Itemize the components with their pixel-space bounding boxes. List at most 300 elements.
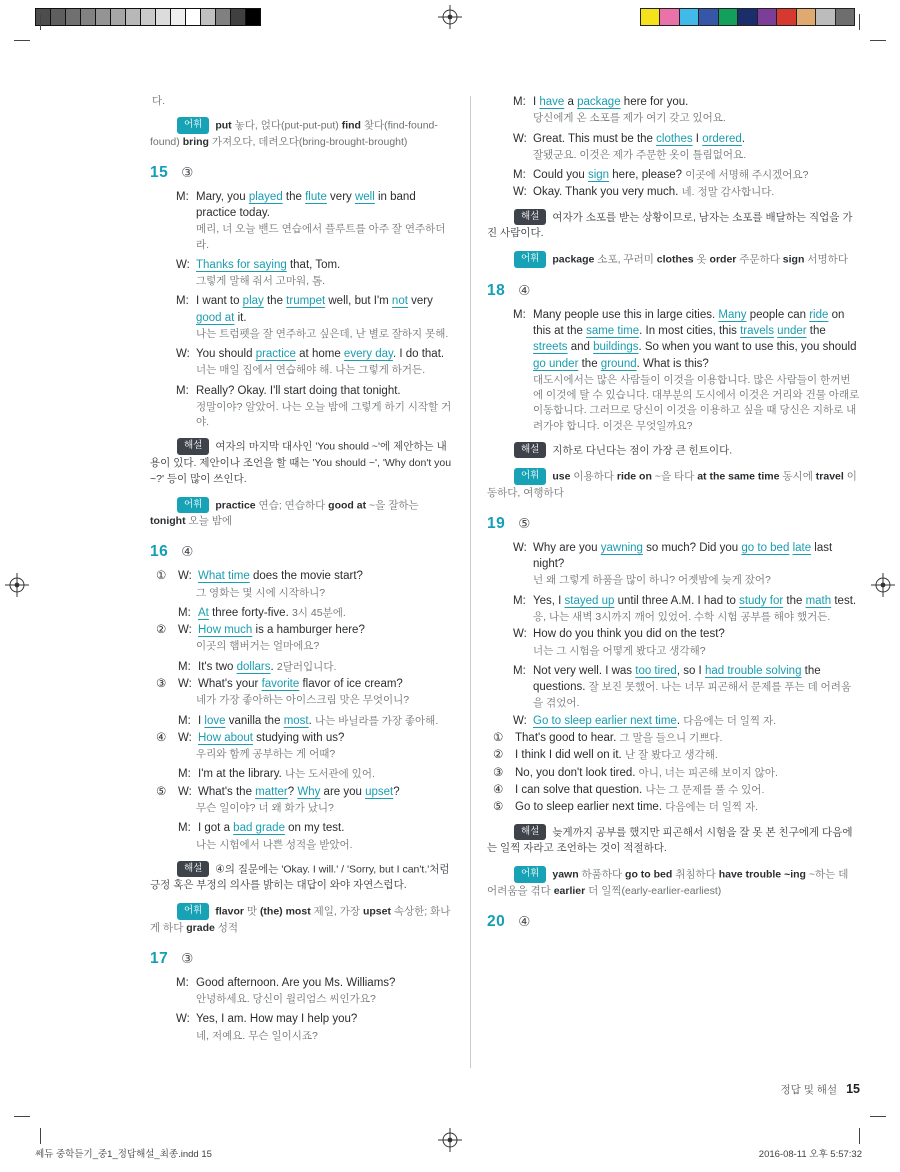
- dialogue-line: [176, 383, 456, 399]
- translation-line: 정말이야? 알았어. 나는 오늘 밤에 그렇게 하기 시작할 거야.: [196, 401, 452, 429]
- line-text: [198, 820, 456, 836]
- dialogue-line: [513, 626, 860, 642]
- text-run: I want to: [196, 295, 243, 308]
- translation-line: 나는 트럼펫을 잘 연주하고 싶은데, 난 별로 잘하지 못해.: [196, 327, 449, 340]
- crop-mark: [870, 1116, 886, 1117]
- speaker-label: M:: [178, 822, 191, 835]
- translation-line: 당신에게 온 소포를 제가 여기 갖고 있어요.: [533, 112, 726, 125]
- color-step: [737, 8, 757, 26]
- column-divider: [470, 96, 471, 1068]
- color-step: [698, 8, 718, 26]
- speaker-label: M:: [176, 384, 189, 397]
- text-run: I: [198, 714, 205, 727]
- speaker-label: M:: [513, 169, 526, 182]
- text-run: I'm at the library.: [198, 768, 285, 781]
- line-text: [515, 730, 860, 746]
- text-run: , so I: [676, 664, 705, 677]
- explanation-label: 해설: [514, 209, 546, 226]
- choice-marker: ②: [156, 624, 167, 637]
- vocabulary-label: 어휘: [177, 117, 209, 134]
- explanation-box: [487, 209, 860, 242]
- dialogue-line: [176, 1011, 456, 1027]
- vocab-term: yawn: [552, 868, 579, 881]
- underlined-keyword: yawning: [600, 541, 643, 554]
- underlined-keyword: not: [391, 295, 408, 308]
- question-number: 18: [487, 281, 506, 299]
- text-run: ~하는 데 어려움을 겪다: [487, 868, 849, 897]
- text-run: until three A.M. I had to: [614, 594, 740, 607]
- translation-line: 그 영화는 몇 시에 시작하니?: [196, 586, 326, 599]
- text-run: that, Tom.: [286, 258, 341, 271]
- underlined-keyword: buildings: [593, 341, 639, 354]
- explanation-label: 해설: [514, 824, 546, 841]
- translation-line: 메리, 너 오늘 밴드 연습에서 플루트를 아주 잘 연주하더라.: [196, 223, 446, 251]
- speaker-label: W:: [513, 628, 527, 641]
- line-text: [198, 730, 456, 746]
- dialogue-line: [156, 659, 456, 675]
- explanation-box: [150, 861, 456, 894]
- vocab-term: find: [341, 119, 361, 132]
- line-text: [196, 257, 456, 273]
- text-run: 제일, 가장: [310, 905, 363, 918]
- underlined-keyword: ordered: [702, 132, 742, 145]
- text-run: .: [270, 660, 277, 673]
- text-run: 가져오다, 데려오다(bring-brought-brought): [208, 135, 408, 148]
- underlined-keyword: play: [242, 295, 264, 308]
- inline-translation: 다음에는 더 일찍 자.: [683, 714, 777, 727]
- underlined-keyword: bad grade: [233, 822, 285, 835]
- text-run: That's good to hear.: [515, 732, 620, 745]
- line-text: [196, 189, 456, 222]
- line-text: [196, 1011, 456, 1027]
- text-run: is a hamburger here?: [252, 624, 365, 637]
- question-number: 19: [487, 514, 506, 532]
- underlined-keyword: matter: [255, 785, 288, 798]
- choice-marker: ①: [493, 732, 504, 745]
- vocab-term: package: [552, 253, 595, 266]
- vocab-term: have trouble ~ing: [718, 868, 806, 881]
- color-step: [659, 8, 679, 26]
- vocabulary-label: 어휘: [177, 903, 209, 920]
- explanation-text: ④의 질문에는 'Okay. I will.' / 'Sorry, but I can't.'처럼 긍정 혹은 부정의 의사를 밝히는 대답이 와야 자연스럽다.: [150, 863, 450, 892]
- speaker-label: M:: [176, 190, 189, 203]
- inline-translation: 응, 나는 새벽 3시까지 깨어 있었어. 수학 시험 공부를 해야 했거든.: [533, 610, 831, 623]
- underlined-keyword: sign: [587, 169, 610, 182]
- inline-translation: 난 잘 봤다고 생각해.: [624, 749, 718, 762]
- line-text: [198, 676, 456, 692]
- left-column: [150, 94, 456, 1048]
- line-text: [198, 605, 456, 621]
- underlined-keyword: well: [354, 190, 375, 203]
- vocabulary-box: [487, 866, 860, 899]
- text-run: How do you think you did on the test?: [533, 628, 725, 641]
- document-file-info: 쎄듀 중학듣기_중1_정답해설_최종.indd 15: [35, 1149, 212, 1160]
- question-header: [487, 913, 860, 931]
- correct-answer: ③: [181, 950, 194, 966]
- grayscale-step: [156, 9, 171, 25]
- underlined-keyword: Why: [297, 785, 321, 798]
- dialogue-line: [513, 593, 860, 626]
- answer-choice-line: [493, 799, 860, 815]
- text-run: ?: [393, 785, 400, 798]
- text-run: very: [326, 190, 355, 203]
- line-text: [198, 713, 456, 729]
- dialogue-line: [513, 307, 860, 372]
- text-run: .: [676, 714, 684, 727]
- text-run: on my test.: [284, 822, 345, 835]
- text-run: 이동하다, 여행하다: [487, 470, 857, 499]
- text-run: 소포, 꾸러미: [594, 253, 657, 266]
- dialogue-line: [176, 346, 456, 362]
- choice-marker: ②: [493, 749, 504, 762]
- correct-answer: ④: [518, 282, 531, 298]
- crop-mark: [870, 40, 886, 41]
- text-run: No, you don't look tired.: [515, 766, 639, 779]
- dialogue-line: [156, 605, 456, 621]
- text-run: 속상한; 화나게 하다: [150, 905, 451, 934]
- color-step: [815, 8, 835, 26]
- color-step: [835, 8, 855, 26]
- text-run: 이용하다: [570, 470, 617, 483]
- dialogue-line: [176, 975, 456, 991]
- question-number: 20: [487, 912, 506, 930]
- translation-line: 넌 왜 그렇게 하품을 많이 하니? 어젯밤에 늦게 잤어?: [533, 574, 771, 587]
- underlined-keyword: flute: [305, 190, 327, 203]
- inline-translation: 나는 도서관에 있어.: [284, 768, 375, 781]
- explanation-label: 해설: [514, 442, 546, 459]
- grayscale-step: [66, 9, 81, 25]
- page-footer: [640, 1082, 860, 1097]
- translation-line: 네가 가장 좋아하는 아이스크림 맛은 무엇이니?: [196, 694, 410, 707]
- page-footer-label: 정답 및 해설: [780, 1084, 838, 1096]
- underlined-keyword: What time: [198, 570, 250, 583]
- text-run: so much? Did you: [642, 541, 742, 554]
- registration-mark-icon: [438, 5, 462, 29]
- dialogue-line: [513, 167, 860, 183]
- crop-mark: [14, 1116, 30, 1117]
- explanation-text: 늦게까지 공부를 했지만 피곤해서 시험을 잘 못 본 친구에게 다음에는 일찍 자라고 조언하는 것이 적절하다.: [487, 826, 853, 855]
- continued-text: 다.: [152, 95, 166, 107]
- color-calibration-bar: [641, 8, 855, 26]
- underlined-keyword: math: [805, 594, 832, 607]
- line-text: [533, 540, 860, 573]
- underlined-keyword: clothes: [656, 132, 693, 145]
- text-run: I: [692, 132, 703, 145]
- choice-marker: [156, 766, 178, 782]
- vocabulary-label: 어휘: [514, 468, 546, 485]
- underlined-keyword: How about: [198, 731, 253, 744]
- choice-marker: ④: [156, 731, 167, 744]
- grayscale-step: [171, 9, 186, 25]
- vocabulary-label: 어휘: [514, 866, 546, 883]
- grayscale-step: [231, 9, 246, 25]
- underlined-keyword: streets: [533, 341, 568, 354]
- translation-line: 대도시에서는 많은 사람들이 이것을 이용합니다. 많은 사람들이 한꺼번에 이것에 탈 수 있습니다. 대부분의 도시에서 이것은 거리와 건물 아래로 이동합니다. 그러므로 당신이 이것을 이용하고 싶을 때 당신은 지하로 내려가야 합니다. 이것은 무엇일까요?: [533, 373, 860, 432]
- line-text: [533, 184, 860, 200]
- translation-line: 잘됐군요. 이것은 제가 주문한 옷이 틀림없어요.: [533, 148, 747, 161]
- correct-answer: ⑤: [518, 515, 531, 531]
- text-run: the: [282, 190, 306, 203]
- inline-translation: 이곳에 서명해 주시겠어요?: [685, 169, 809, 182]
- text-run: Good afternoon. Are you Ms. Williams?: [196, 976, 396, 989]
- explanation-text: 여자의 마지막 대사인 'You should ~'에 제안하는 내용이 있다. 제안이나 조언을 할 때는 'You should ~', 'Why don't you ~?' 등이 많이 쓰인다.: [150, 440, 452, 485]
- line-text: [198, 568, 456, 584]
- line-text: [533, 626, 860, 642]
- explanation-label: 해설: [177, 861, 209, 878]
- color-step: [679, 8, 699, 26]
- dialogue-line: [156, 820, 456, 836]
- choice-marker: ①: [156, 570, 167, 583]
- translation-line: 그렇게 말해 줘서 고마워, 톰.: [196, 275, 326, 288]
- speaker-label: M:: [176, 976, 189, 989]
- text-run: I got a: [198, 822, 234, 835]
- text-run: 주문하다: [736, 253, 783, 266]
- inline-translation: 다음에는 더 일찍 자.: [665, 801, 759, 814]
- choice-marker: ③: [493, 766, 504, 779]
- underlined-keyword: Many: [718, 308, 747, 321]
- underlined-keyword: go to bed: [741, 541, 790, 554]
- line-text: [533, 131, 860, 147]
- inline-translation: 네. 정말 감사합니다.: [681, 186, 775, 199]
- text-run: Could you: [533, 169, 588, 182]
- text-run: I can solve that question.: [515, 784, 646, 797]
- speaker-label: W:: [513, 714, 527, 727]
- dialogue-line: [176, 257, 456, 273]
- text-run: 성적: [214, 921, 239, 934]
- registration-mark-icon: [5, 573, 29, 597]
- inline-translation: 나는 그 문제를 풀 수 있어.: [645, 784, 765, 797]
- line-text: [533, 663, 860, 712]
- text-run: last night?: [533, 541, 833, 570]
- speaker-label: M:: [176, 295, 189, 308]
- text-run: the questions.: [533, 664, 821, 694]
- underlined-keyword: study for: [739, 594, 784, 607]
- speaker-label: W:: [178, 570, 192, 583]
- dialogue-line: [156, 784, 456, 800]
- vocab-term: put: [215, 119, 232, 132]
- explanation-label: 해설: [177, 438, 209, 455]
- speaker-label: M:: [513, 594, 526, 607]
- translation-line: 안녕하세요. 당신이 윌리엄스 씨인가요?: [196, 992, 376, 1005]
- color-step: [796, 8, 816, 26]
- underlined-keyword: have: [539, 96, 565, 108]
- vocab-term: practice: [215, 499, 256, 512]
- grayscale-step: [81, 9, 96, 25]
- text-run: I think I did well on it.: [515, 749, 625, 762]
- line-text: [533, 94, 860, 110]
- underlined-keyword: under: [777, 324, 807, 337]
- text-run: it.: [234, 311, 247, 324]
- dialogue-line: [156, 766, 456, 782]
- text-run: vanilla the: [225, 714, 284, 727]
- line-text: [196, 346, 456, 362]
- vocab-term: use: [552, 470, 571, 483]
- underlined-keyword: How much: [198, 624, 253, 637]
- underlined-keyword: favorite: [261, 677, 300, 690]
- correct-answer: ④: [518, 913, 531, 929]
- underlined-keyword: ground: [600, 357, 637, 370]
- text-run: does the movie start?: [249, 570, 363, 583]
- speaker-label: W:: [513, 541, 527, 554]
- dialogue-line: [176, 189, 456, 222]
- question-header: [150, 950, 456, 968]
- inline-translation: 그 말을 들으니 기쁘다.: [619, 732, 723, 745]
- underlined-keyword: travels: [740, 324, 774, 337]
- print-timestamp: 2016-08-11 오후 5:57:32: [758, 1149, 862, 1160]
- line-text: [515, 747, 860, 763]
- text-run: well, but I'm: [325, 295, 392, 308]
- dialogue-line: [513, 713, 860, 729]
- underlined-keyword: every day: [343, 348, 393, 361]
- text-run: the: [263, 295, 287, 308]
- vocabulary-box: [150, 903, 456, 936]
- line-text: [533, 713, 860, 729]
- text-run: flavor of ice cream?: [299, 677, 403, 690]
- vocab-term: (the) most: [259, 905, 311, 918]
- vocab-term: grade: [186, 921, 215, 934]
- text-run: at home: [295, 348, 344, 361]
- text-run: .: [741, 132, 746, 145]
- line-text: [198, 659, 456, 675]
- speaker-label: M:: [513, 308, 526, 321]
- translation-line: 무슨 일이야? 너 왜 화가 났니?: [196, 802, 334, 815]
- vocab-term: tonight: [150, 515, 186, 528]
- right-column: [487, 94, 860, 938]
- vocab-term: sign: [782, 253, 805, 266]
- translation-line: 너는 그 시험을 어떻게 봤다고 생각해?: [533, 644, 706, 657]
- text-run: Yes, I: [533, 594, 565, 607]
- vocab-term: bring: [182, 135, 209, 148]
- vocabulary-label: 어휘: [514, 251, 546, 268]
- text-run: 옷: [693, 253, 710, 266]
- vocabulary-box: [150, 497, 456, 530]
- underlined-keyword: ride: [809, 308, 829, 321]
- line-text: [198, 622, 456, 638]
- underlined-keyword: go under: [533, 357, 579, 370]
- line-text: [533, 167, 860, 183]
- choice-marker: [156, 605, 178, 621]
- underlined-keyword: Go to sleep earlier next time: [533, 714, 677, 727]
- text-run: the: [783, 594, 806, 607]
- text-run: three forty-five.: [208, 606, 292, 619]
- choice-marker: ④: [493, 784, 504, 797]
- text-run: Great. This must be the: [533, 132, 657, 145]
- text-run: and: [567, 341, 594, 354]
- line-text: [196, 975, 456, 991]
- line-text: [198, 784, 456, 800]
- speaker-label: W:: [176, 1013, 190, 1026]
- text-run: very: [407, 295, 433, 308]
- page-number: 15: [846, 1082, 860, 1096]
- vocabulary-box: [150, 117, 456, 150]
- speaker-label: M:: [178, 768, 191, 781]
- question-header: [487, 515, 860, 533]
- crop-mark: [40, 1128, 41, 1144]
- underlined-keyword: love: [204, 714, 226, 727]
- text-run: It's two: [198, 660, 237, 673]
- text-run: 하품하다: [578, 868, 626, 881]
- speaker-label: W:: [176, 258, 190, 271]
- inline-translation: 3시 45분에.: [291, 606, 346, 619]
- underlined-keyword: At: [198, 606, 209, 619]
- explanation-box: [150, 438, 456, 487]
- text-run: ?: [287, 785, 298, 798]
- text-run: test.: [831, 594, 857, 607]
- text-run: the: [578, 357, 601, 370]
- text-run: the: [806, 324, 826, 337]
- underlined-keyword: dollars: [236, 660, 271, 673]
- explanation-text: 지하로 다닌다는 점이 가장 큰 힌트이다.: [552, 444, 733, 457]
- vocabulary-box: [487, 468, 860, 501]
- speaker-label: M:: [513, 96, 526, 108]
- vocab-term: clothes: [656, 253, 694, 266]
- text-run: 놓다, 얹다(put-put-put): [231, 119, 342, 132]
- choice-marker: [156, 659, 178, 675]
- inline-translation: 잘 보진 못했어. 나는 너무 피곤해서 문제를 푸는 데 어려움을 겪었어.: [533, 681, 852, 710]
- inline-translation: 2달러입니다.: [276, 660, 337, 673]
- text-run: . I do that.: [392, 348, 445, 361]
- underlined-keyword: Thanks for saying: [196, 258, 287, 271]
- text-run: . What is this?: [636, 357, 709, 370]
- question-number: 15: [150, 163, 169, 181]
- translation-line: 이곳의 햄버거는 얼마에요?: [196, 640, 320, 653]
- text-run: Really? Okay. I'll start doing that tonight.: [196, 384, 401, 397]
- text-run: Not very well. I was: [533, 664, 636, 677]
- text-run: Okay. Thank you very much.: [533, 186, 682, 199]
- registration-mark-icon: [871, 573, 895, 597]
- line-text: [533, 593, 860, 626]
- text-run: in band practice today.: [196, 190, 416, 219]
- color-step: [640, 8, 660, 26]
- grayscale-calibration-bar: [35, 8, 261, 26]
- vocabulary-label: 어휘: [177, 497, 209, 514]
- translation-line: 너는 매일 집에서 연습해야 해. 나는 그렇게 하거든.: [196, 364, 426, 377]
- dialogue-line: [513, 540, 860, 573]
- question-header: [487, 282, 860, 300]
- text-run: here for you.: [620, 96, 689, 108]
- speaker-label: W:: [178, 624, 192, 637]
- crop-mark: [14, 40, 30, 41]
- vocab-term: flavor: [215, 905, 244, 918]
- color-step: [776, 8, 796, 26]
- text-run: 취침하다: [672, 868, 719, 881]
- text-run: are you: [320, 785, 366, 798]
- vocab-term: at the same time: [697, 470, 780, 483]
- speaker-label: M:: [178, 714, 191, 727]
- crop-mark: [40, 14, 41, 30]
- text-run: here, please?: [609, 169, 686, 182]
- choice-marker: [156, 820, 178, 836]
- choice-marker: [156, 713, 178, 729]
- question-header: [150, 543, 456, 561]
- grayscale-step: [186, 9, 201, 25]
- underlined-keyword: package: [577, 96, 621, 108]
- vocabulary-box: [487, 251, 860, 268]
- text-run: Mary, you: [196, 190, 249, 203]
- text-run: ~을 타다: [651, 470, 698, 483]
- underlined-keyword: stayed up: [564, 594, 615, 607]
- crop-mark: [859, 14, 860, 30]
- vocab-term: earlier: [553, 884, 586, 897]
- text-run: . In most cities, this: [639, 324, 741, 337]
- crop-mark: [859, 1128, 860, 1144]
- text-run: on this at the: [533, 308, 845, 337]
- dialogue-line: [156, 730, 456, 746]
- text-run: 맛: [243, 905, 260, 918]
- text-run: 연습; 연습하다: [255, 499, 329, 512]
- translation-line: 나는 시험에서 나쁜 성적을 받았어.: [196, 838, 353, 851]
- dialogue-line: [176, 293, 456, 326]
